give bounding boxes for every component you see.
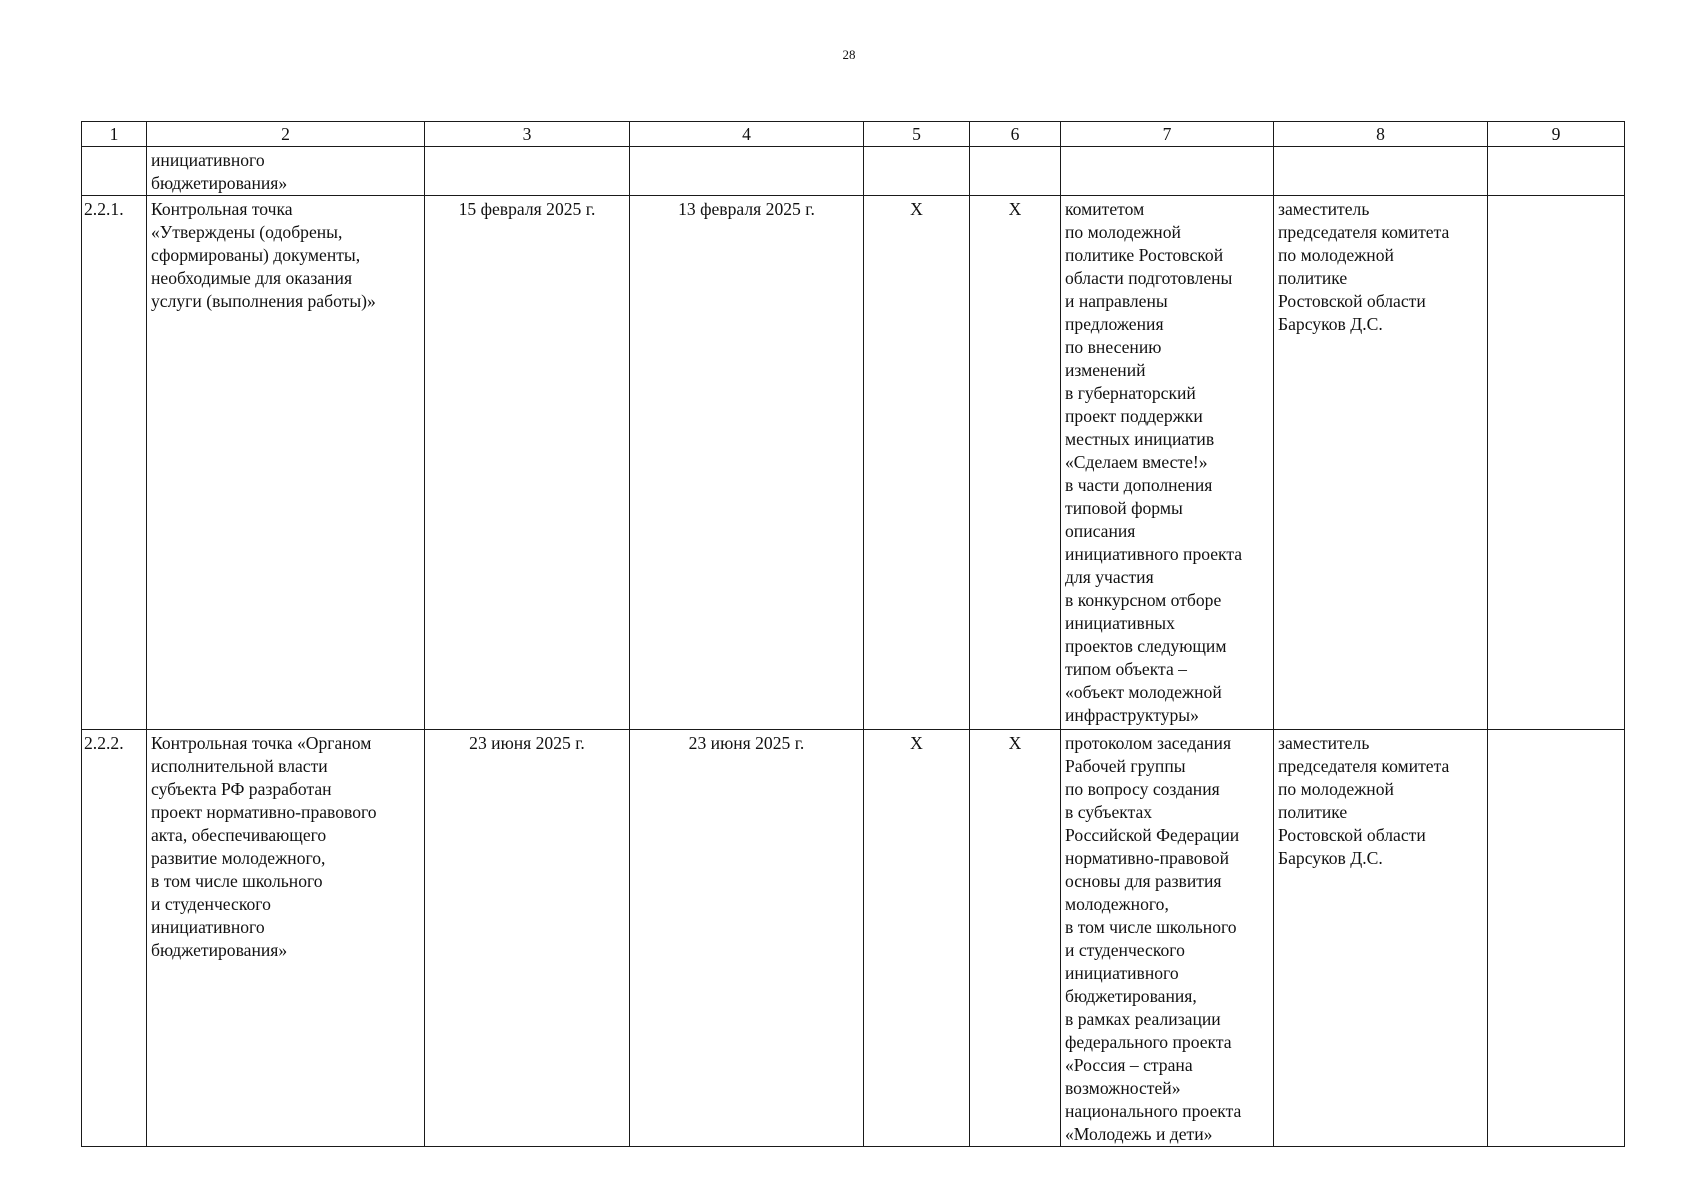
- cell-responsible: [1274, 147, 1488, 196]
- cell-col9: [1488, 730, 1625, 1147]
- control-points-table: [81, 121, 1625, 1147]
- cell-name: Контрольная точка «Утверждены (одобрены, сформированы) документы, необходимые для оказания услуги (выполнения работы)»: [147, 196, 425, 730]
- header-cell-6: 6: [970, 122, 1061, 147]
- cell-date-plan: 15 февраля 2025 г.: [425, 196, 630, 730]
- header-cell-7: 7: [1061, 122, 1274, 147]
- cell-date-plan: [425, 147, 630, 196]
- cell-result: [1061, 147, 1274, 196]
- header-cell-8: 8: [1274, 122, 1488, 147]
- header-cell-2: 2: [147, 122, 425, 147]
- cell-col6: Х: [970, 730, 1061, 1147]
- cell-col6: [970, 147, 1061, 196]
- page-number: 28: [842, 47, 856, 62]
- table-row: [82, 196, 1625, 730]
- cell-date-fact: 23 июня 2025 г.: [630, 730, 864, 1147]
- header-cell-5: 5: [864, 122, 970, 147]
- cell-number: [82, 147, 147, 196]
- table-row: [82, 730, 1625, 1147]
- cell-responsible: заместитель председателя комитета по молодежной политике Ростовской области Барсуков Д.С.: [1274, 196, 1488, 730]
- cell-number: 2.2.1.: [82, 196, 147, 730]
- cell-col5: Х: [864, 730, 970, 1147]
- header-row: [82, 122, 1625, 147]
- header-cell-4: 4: [630, 122, 864, 147]
- cell-name: инициативного бюджетирования»: [147, 147, 425, 196]
- header-cell-3: 3: [425, 122, 630, 147]
- cell-col5: [864, 147, 970, 196]
- cell-date-fact: [630, 147, 864, 196]
- cell-date-fact: 13 февраля 2025 г.: [630, 196, 864, 730]
- cell-col9: [1488, 147, 1625, 196]
- cell-responsible: заместитель председателя комитета по молодежной политике Ростовской области Барсуков Д.С.: [1274, 730, 1488, 1147]
- cell-col9: [1488, 196, 1625, 730]
- header-cell-1: 1: [82, 122, 147, 147]
- table-row-continuation: [82, 147, 1625, 196]
- cell-result: протоколом заседания Рабочей группы по вопросу создания в субъектах Российской Федерации нормативно-правовой основы для развития молодежного, в том числе школьного и студенческого инициативного бюджетирования, в рамках реализации федерального проекта «Россия – страна возможностей» национального проекта «Молодежь и дети»: [1061, 730, 1274, 1147]
- cell-result: комитетом по молодежной политике Ростовской области подготовлены и направлены предложения по внесению изменений в губернаторский проект поддержки местных инициатив «Сделаем вместе!» в части дополнения типовой формы описания инициативного проекта для участия в конкурсном отборе инициативных проектов следующим типом объекта – «объект молодежной инфраструктуры»: [1061, 196, 1274, 730]
- cell-number: 2.2.2.: [82, 730, 147, 1147]
- cell-col6: Х: [970, 196, 1061, 730]
- header-cell-9: 9: [1488, 122, 1625, 147]
- cell-date-plan: 23 июня 2025 г.: [425, 730, 630, 1147]
- cell-col5: Х: [864, 196, 970, 730]
- cell-name: Контрольная точка «Органом исполнительной власти субъекта РФ разработан проект нормативно-правового акта, обеспечивающего развитие молодежного, в том числе школьного и студенческого инициативного бюджетирования»: [147, 730, 425, 1147]
